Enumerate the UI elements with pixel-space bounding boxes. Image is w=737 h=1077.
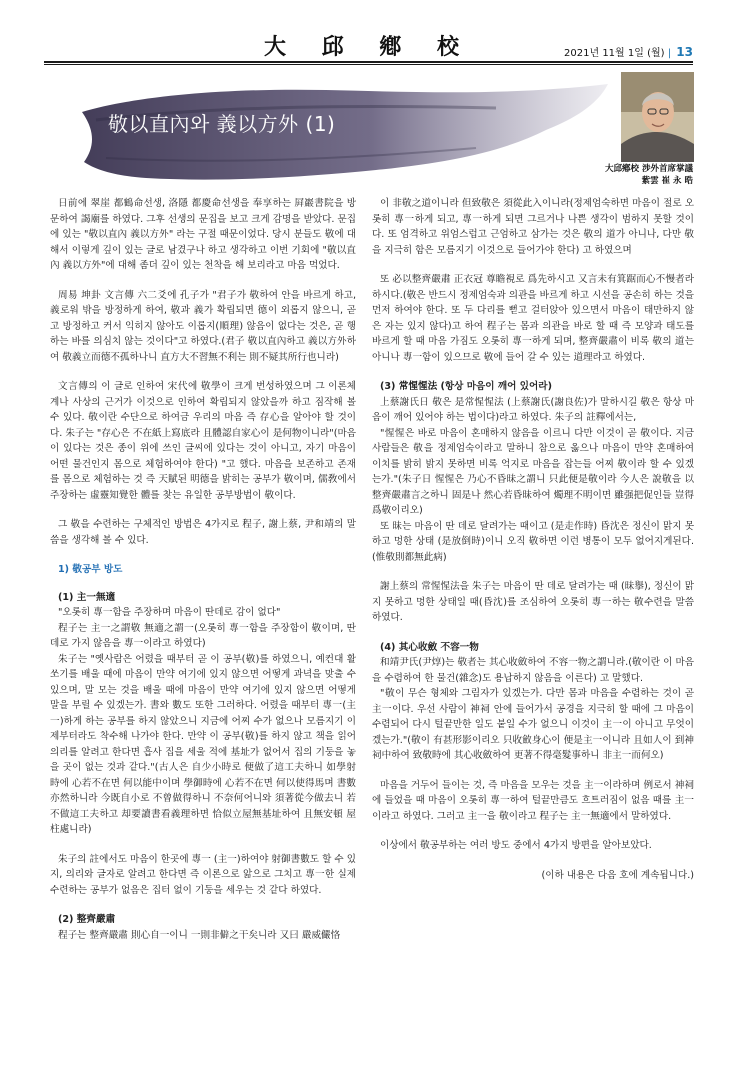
subsection-heading: (3) 常惺惺法 (항상 마음이 깨어 있어라) [380, 381, 552, 392]
page-number: 13 [676, 45, 693, 59]
author-name: 紫雲 崔 永 晧 [641, 176, 693, 186]
author-title: 大邱鄕校 涉外首席掌議 [605, 164, 693, 174]
issue-date-text: 2021년 11월 1일 (월) [564, 48, 665, 59]
paragraph: 또 必以整齊嚴肅 正衣冠 尊瞻視로 爲先하시고 又言未有箕踞而心不慢者라하시다.(敬은 반드시 정제엄숙과 의관을 바르게 하고 시선을 공손히 하는 것을 먼저 하여야 한다. 또 두 다리를 뻗고 걸터앉아 있으면서 마음이 태만하지 않은 자는 있지 않다)고 하여 程子는 몸과 의관을 바로 할 때 즉 모양과 태도를 바르게 할 때 마음 가짐도 오롯히 專一하게 되며, 整齊嚴肅이 비록 敬의 道는 아니나 專一함이 있으므로 敬에 들어 갈 수 있는 道理라고 하였다. [372, 274, 694, 363]
author-byline [605, 163, 693, 187]
paragraph: 周易 坤卦 文言傳 六二爻에 孔子가 "君子가 敬하여 안을 바르게 하고, 義로워 밖을 방정하게 하여, 敬과 義가 확립되면 德이 외롭지 않으니, 곧고 방정하고 커서 익히지 않아도 이롭지(順理) 않음이 없다는 것은, 곧 행하는 바를 의심치 않는 것이다"고 하였다.(君子 敬以直內하고 義以方外하여 敬義立而德不孤하나니 直方大不習無不利는 則不疑其所行也니라) [50, 289, 356, 363]
date-divider: | [667, 48, 672, 59]
paragraph: "오롯히 專一함을 주장하며 마음이 딴데로 감이 없다" [58, 607, 281, 618]
subsection-heading: (2) 整齊嚴肅 [58, 914, 116, 925]
paragraph: "惺惺은 바로 마음이 혼매하지 않음을 이르니 다만 이것이 곧 敬이다. 지금 사람들은 敬을 정제엄숙이라고 말하니 참으로 옳으나 마음이 만약 혼매하여 이치를 밝히 밝지 못하면 비록 억지로 마음을 잡는들 어찌 敬이라 할 수 있겠는가."(朱子日 惺惺은 乃心不昏昧之謂니 只此便是敬이라 今人은 說敬을 以整齊嚴肅言之하니 固是나 然心若昏昧하여 燭理不明이면 雖强把促인들 豈得爲敬이리오) [372, 427, 694, 516]
paragraph: 이 非敬之道이니라 但致敬은 須從此入이니라(정제엄숙하면 마음이 절로 오롯히 專一하게 되고, 專一하게 되면 그르거나 나쁜 생각이 범하지 못할 것이다. 또 엄격하고 위엄스럽고 근엄하고 삼가는 것은 敬의 道가 아니나, 다만 敬을 지극히 함은 모름지기 이것으로 들어가야 한다) 고 하였으며 [372, 198, 694, 256]
masthead [0, 0, 737, 60]
paragraph: 程子는 主一之謂敬 無適之謂一(오롯히 專一함을 주장함이 敬이며, 딴데로 가지 않음을 專一이라고 하였다) [50, 622, 356, 649]
paragraph: 謝上蔡의 常惺惺法을 朱子는 마음이 딴 데로 달려가는 때 (昧擧), 정신이 맑지 못하고 멍한 상태일 때(昏沈)를 조심하여 오롯히 專一하는 敬수련을 말씀하였다. [372, 581, 694, 623]
paragraph: "敬이 무슨 형체와 그림자가 있겠는가. 다만 몸과 마음을 수렴하는 것이 곧 主一이다. 우선 사람이 神祠 안에 들어가서 공경을 지극히 할 때에 그 마음이 수렴되어 다시 털끝만한 일도 붙일 수가 없으니 이것이 主一이 아니고 무엇이겠는가."(敬이 有甚形影이리오 只收斂身心이 便是主一이니라 且如人이 到神祠中하여 致敬時에 其心收斂하여 更著不得毫髮事하니 非主一而何오) [372, 688, 694, 761]
paragraph: 朱子의 註에서도 마음이 한곳에 專一 (主一)하여야 射御書數도 할 수 있지, 의리와 글자로 알려고 한다면 즉 이론으로 앎으로 그치고 專一한 실제 수련하는 공부가 없음은 집터 없이 기둥을 세우는 것 같다 하였다. [50, 853, 357, 896]
paragraph: 上蔡謝氏日 敬은 是常惺惺法 (上蔡謝氏(謝良佐)가 말하시길 敬은 항상 마음이 깨어 있어야 하는 법이다)라고 하였다. 朱子의 註釋에서는, [372, 396, 694, 423]
paragraph: 또 昧는 마음이 딴 데로 달려가는 때이고 (是走作時) 昏沈은 정신이 맑지 못하고 멍한 상태 (是放倒時)이니 오직 敬하면 이런 병통이 모두 없어지게된다. (惟敬則都無此病) [372, 520, 694, 563]
subsection-heading: (4) 其心收斂 不容一物 [380, 641, 479, 653]
paragraph: 程子는 整齊嚴肅 則心自一이니 一則非僻之干矣니라 又曰 嚴威儼恪 [58, 929, 341, 941]
author-photo [621, 72, 694, 162]
article-headline: 敬以直內와 義以方外 (1) [108, 112, 336, 136]
right-column [372, 196, 694, 883]
paragraph: 文言傳의 이 글로 인하여 宋代에 敬學이 크게 번성하였으며 그 이론체계나 사상의 근거가 이것으로 인하여 확립되지 않았을까 하고 짐작해 볼 수 있다. 敬이란 수단으로 하여금 우리의 마음 즉 存心을 알아야 할 것이다. 朱子는 "存心은 不在紙上寫底라 且體認自家心이 是何物이니라"(마음이 있다는 것은 종이 위에 쓰인 글씨에 있다는 것이 아니고, 자기 마음이 어떤 물건인지 몸으로 체험하여야 한다) "고 했다. 마음을 보존하고 존재를 몸으로 체험하는 것 즉 天賦된 明德을 밝히는 공부가 敬이며, 儒敎에서 주장하는 虛靈知覺한 體를 찾는 유일한 공부방법이 敬이다. [50, 381, 356, 501]
paragraph: 마음을 거두어 들이는 것, 즉 마음을 모우는 것을 主一이라하며 例로서 神祠에 들었을 때 마음이 오롯히 專一하여 털끝만큼도 흐트러짐이 없음 때를 主一이라고 하였다. 그러고 主一을 敬이라고 程子는 主一無適에서 말하였다. [372, 779, 694, 822]
issue-date [564, 44, 693, 59]
paragraph: 日前에 翠崖 都鶴命선생, 洛隱 都慶命선생을 奉享하는 屛巖書院을 방문하여 謁廟를 하였다. 그후 선생의 문집을 보고 크게 감명을 받았다. 문집에 있는 "敬以直內 義以方外" 라는 구절 때문이었다. 당시 분들도 敬에 대해서 이렇게 깊이 있는 글로 남겼구나 하고 생각하고 이번 기회에 "敬以直內 義以方外"에 대해 좀더 깊이 있는 천착을 해 보리라고 마음 먹었다. [50, 198, 357, 271]
masthead-rule [44, 61, 693, 63]
paragraph: 이상에서 敬공부하는 여러 방도 중에서 4가지 방편을 알아보았다. [380, 840, 652, 851]
newspaper-title: 大 邱 鄕 校 [264, 34, 473, 60]
masthead-rule-thin [44, 64, 693, 65]
left-column [50, 196, 356, 943]
paragraph: 朱子는 "옛사람은 어렸을 때부터 곧 이 공부(敬)를 하였으니, 예컨대 활쏘기를 배울 때에 마음이 만약 여기에 있지 않으면 어떻게 과녁을 맞출 수 있으며, 말 모는 것을 배울 때에 마음이 만약 여기에 있지 않으면 어떻게 말을 부릴 수 있겠는가. 書와 數도 또한 그러하다. 어렸을 때부터 專一(主一)하게 하는 공부를 하지 않았으니 지금에 어찌 수가 없으나 모름지기 이제부터라도 착수해 나가야 한다. 만약 이 공부(敬)를 하지 않고 책을 읽어 의리를 알려고 한다면 흡사 집을 세울 적에 基址가 없어서 집의 기둥을 놓을 곳이 없는 것과 같다."(古人은 自少小時로 便做了這工夫하니 如學射時에 心若不在면 何以能中이며 學御時에 心若不在면 何以使得馬며 書數亦然하니라 今既自小로 不曾做得하니 不奈何어니와 須著從今做去니 若不做這工夫하고 却要讀書看義理하면 恰似立屋無基址하여 且無安頓 屋柱處니라) [50, 653, 356, 835]
section-heading: 1) 敬공부 방도 [58, 564, 123, 575]
paragraph: 그 敬을 수련하는 구체적인 방법은 4가지로 程子, 謝上蔡, 尹和靖의 말씀을 생각해 볼 수 있다. [50, 519, 356, 546]
subsection-heading: (1) 主一無適 [58, 591, 116, 603]
continued-note: (이하 내용은 다음 호에 계속됩니다.) [541, 869, 694, 881]
paragraph: 和靖尹氏(尹焞)는 敬者는 其心收斂하여 不容一物之謂니라.(敬이란 이 마음을 수렴하여 한 물건(雜念)도 용납하지 않음을 이른다) 고 말했다. [372, 657, 694, 684]
